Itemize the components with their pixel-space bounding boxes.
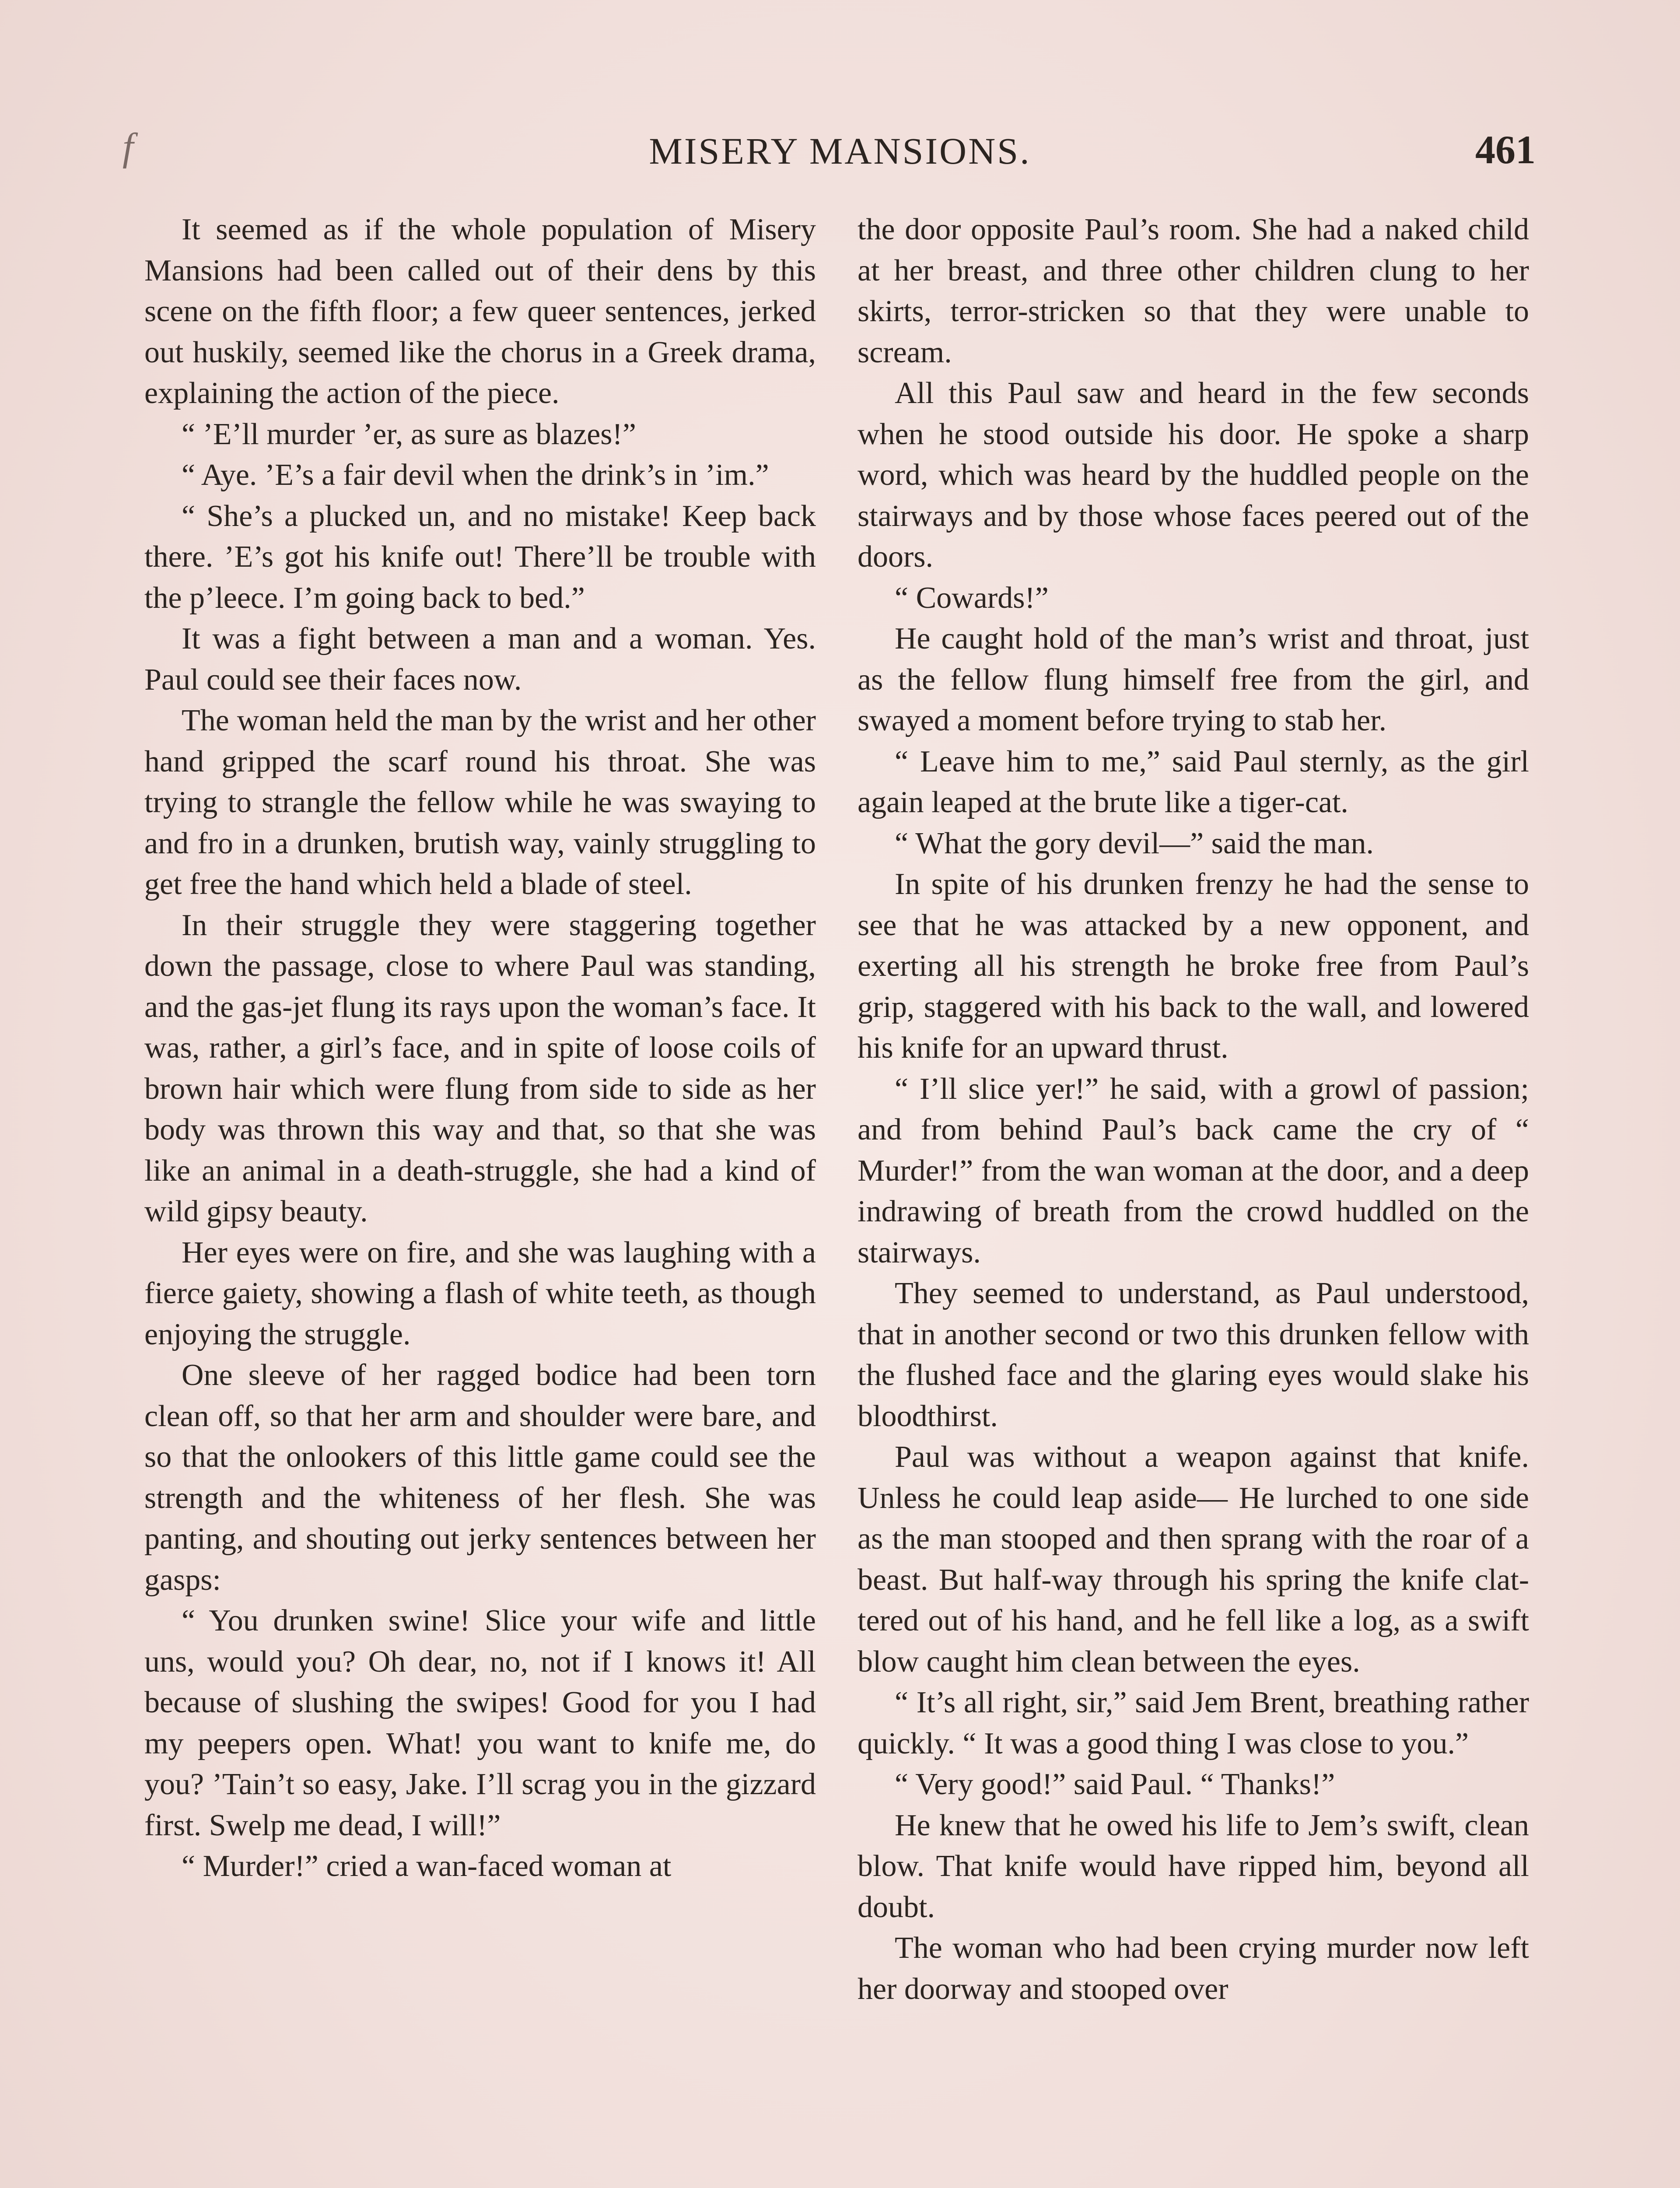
- paragraph: The woman who had been crying murder now left her doorway and stooped over: [858, 1931, 1529, 2006]
- paragraph: One sleeve of her ragged bodice had been torn clean off, so that her arm and shoulder were bare, and so that the onlookers of this little game could see the strength and the whiteness of her flesh. She was panting, and shouting out jerky sentences between her gasps:: [144, 1358, 816, 1597]
- paragraph: Paul was without a weapon against that knife. Unless he could leap aside— He lurched to one side as the man stooped and then sprang with the roar of a beast. But half-way through his spring the knife clattered out of his hand, and he fell like a log, as a swift blow caught him clean between the eyes.: [858, 1440, 1529, 1679]
- paragraph: “ Cowards!”: [895, 581, 1049, 615]
- paragraph: The woman held the man by the wrist and her other hand gripped the scarf round his throat. She was trying to strangle the fellow while he was swaying to and fro in a drunken, brutish way, vainly struggling to get free the hand which held a blade of steel.: [144, 704, 816, 901]
- paragraph: “ What the gory devil—” said the man.: [895, 826, 1374, 860]
- paragraph: It was a fight between a man and a woman. Yes. Paul could see their faces now.: [144, 622, 816, 697]
- paragraph: In their struggle they were staggering together down the passage, close to where Paul was standing, and the gas-jet flung its rays upon the woman’s face. It was, rather, a girl’s face, and in spite of loose coils of brown hair which were flung from side to side as her body was thrown this way and that, so that she was like an animal in a death-struggle, she had a kind of wild gipsy beauty.: [144, 908, 816, 1228]
- left-column: [144, 209, 816, 1887]
- paragraph: “ It’s all right, sir,” said Jem Brent, breathing rather quickly. “ It was a good thing I was close to you.”: [858, 1686, 1529, 1760]
- paragraph: “ ’E’ll murder ’er, as sure as blazes!”: [182, 417, 636, 451]
- corner-mark: f: [122, 126, 134, 169]
- paragraph: “ I’ll slice yer!” he said, with a growl of passion; and from behind Paul’s back came the cry of “ Murder!” from the wan woman at the door, and a deep indrawing of breath from the crowd huddled on the stairways.: [858, 1072, 1529, 1269]
- page-header: [122, 120, 1536, 182]
- paragraph: “ Leave him to me,” said Paul sternly, as the girl again leaped at the brute like a tiger-cat.: [858, 744, 1529, 819]
- running-title: MISERY MANSIONS.: [649, 130, 1031, 172]
- paragraph: “ Murder!” cried a wan-faced woman at: [182, 1849, 672, 1883]
- paragraph: In spite of his drunken frenzy he had the sense to see that he was attacked by a new opponent, and exerting all his strength he broke free from Paul’s grip, staggered with his back to the wall, and lowered his knife for an upward thrust.: [858, 867, 1529, 1065]
- paragraph: “ She’s a plucked un, and no mistake! Keep back there. ’E’s got his knife out! There’ll be trouble with the p’leece. I’m going back to bed.”: [144, 499, 816, 615]
- paragraph: “ You drunken swine! Slice your wife and little uns, would you? Oh dear, no, not if I knows it! All because of slushing the swipes! Good for you I had my peepers open. What! you want to knife me, do you? ’Tain’t so easy, Jake. I’ll scrag you in the gizzard first. Swelp me dead, I will!”: [144, 1604, 816, 1842]
- paragraph: He knew that he owed his life to Jem’s swift, clean blow. That knife would have ripped him, beyond all doubt.: [858, 1808, 1529, 1924]
- paragraph: He caught hold of the man’s wrist and throat, just as the fellow flung himself free from the girl, and swayed a moment before trying to stab her.: [858, 622, 1529, 737]
- paragraph: “ Aye. ’E’s a fair devil when the drink’s in ’im.”: [182, 458, 769, 492]
- page-number: 461: [1475, 127, 1536, 172]
- paragraph: It seemed as if the whole population of Misery Mansions had been called out of their dens by this scene on the fifth floor; a few queer sentences, jerked out huskily, seemed like the chorus in a Greek drama, explaining the action of the piece.: [144, 213, 816, 410]
- paragraph: They seemed to understand, as Paul understood, that in another second or two this drunken fellow with the flushed face and the glaring eyes would slake his bloodthirst.: [858, 1276, 1529, 1433]
- paragraph: Her eyes were on fire, and she was laughing with a fierce gaiety, showing a flash of white teeth, as though enjoying the struggle.: [144, 1235, 816, 1351]
- paragraph: All this Paul saw and heard in the few seconds when he stood outside his door. He spoke a sharp word, which was heard by the huddled people on the stairways and by those whose faces peered out of the doors.: [858, 376, 1529, 574]
- right-column: [858, 209, 1529, 2009]
- paragraph-continued: the door opposite Paul’s room. She had a naked child at her breast, and three other children clung to her skirts, terror-stricken so that they were unable to scream.: [858, 213, 1529, 369]
- paragraph: “ Very good!” said Paul. “ Thanks!”: [895, 1767, 1335, 1801]
